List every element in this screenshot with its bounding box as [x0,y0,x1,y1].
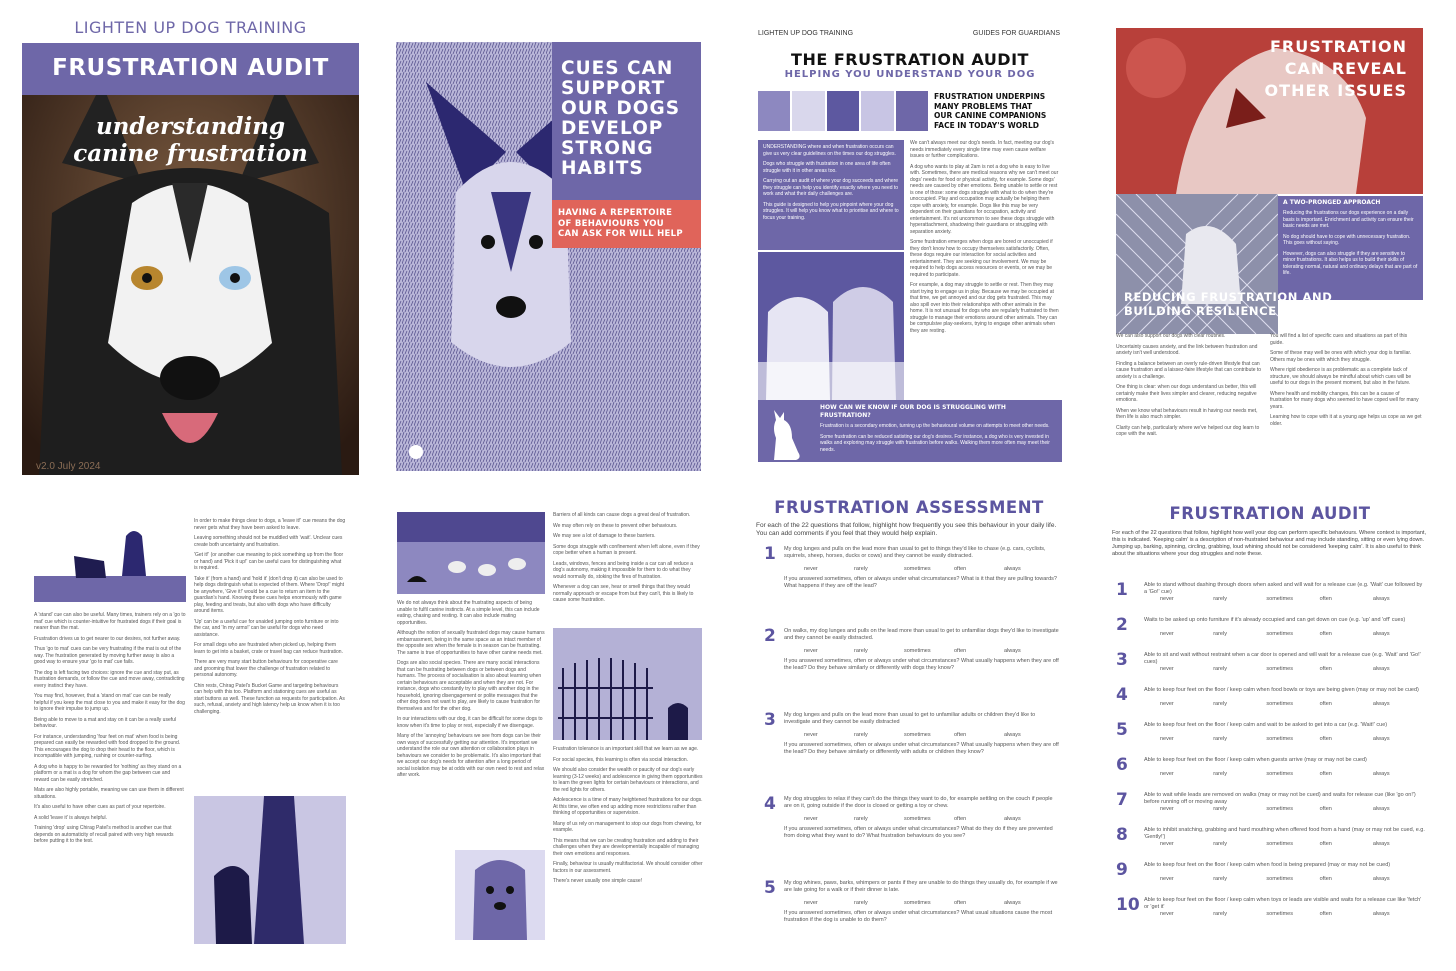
p3-dogs-photo [758,252,904,400]
scale-option[interactable]: always [1372,841,1390,847]
scale-option[interactable]: rarely [1213,841,1227,847]
scale-option[interactable]: rarely [1213,631,1227,637]
item-number: 6 [1116,755,1128,775]
cues-title-line: CUES CAN [561,58,674,79]
p3-bottom-para: Frustration is a secondary emotion, turning up the behavioural volume on attempts to meet other needs. [820,423,1050,429]
brand-header: LIGHTEN UP DOG TRAINING [74,18,307,37]
cues-title-line: DEVELOP [561,118,664,139]
p5-photo-walk [194,796,346,944]
thumb-photo [758,91,790,131]
page-other-issues [1116,28,1423,464]
p4-right-para: Where health and mobility changes, this can be a cause of frustration for many dogs who seemed to have coped well for many years. [1270,390,1419,410]
item-text: Able to keep four feet on the floor / keep calm when guests arrive (may or may not be cued) [1144,757,1367,763]
scale-option[interactable]: rarely [1213,596,1227,602]
follow-up-text: If you answered sometimes, often or always under what circumstances? What usually happens when they are off the lead? Do they behave similarly or differently with adults or children they know? [784,742,1059,755]
item-number: 5 [1116,720,1128,740]
frequency-scale[interactable] [1160,701,1426,707]
scale-option[interactable]: sometimes [1266,666,1293,672]
terrier-illustration [455,850,545,940]
item-text: Able to keep four feet on the floor / keep calm when toys or leads are visible and waits for a release cue like 'fetch' or 'get it' [1144,897,1422,910]
scale-option[interactable]: always [1372,736,1390,742]
scale-option[interactable]: never [1160,911,1174,917]
scale-option[interactable]: rarely [1213,876,1227,882]
p5-right-para: Chin rests, Chirag Patel's Bucket Game and targeting behaviours can help with this too. Platform and stationing cues are useful as start buttons as well. These function as requests for participation. As such, refusal, anxiety and high latency help us know when it is too challenging. [194,682,345,715]
p4-title-line: OTHER ISSUES [1264,81,1407,100]
scale-option[interactable]: never [1160,806,1174,812]
p4-right-para: You will find a list of specific cues and situations as part of this guide. [1270,333,1408,346]
page-cues-text [34,514,346,946]
scale-option[interactable]: never [1160,701,1174,707]
item-text: Able to keep four feet on the floor / keep calm when food bowls or toys are being given (may or may not be cued) [1144,687,1419,693]
scale-option[interactable]: always [1004,566,1021,572]
p3-right-text [910,140,1060,338]
scale-option[interactable]: always [1372,701,1390,707]
p7-title: FRUSTRATION ASSESSMENT [774,498,1044,517]
frequency-scale[interactable] [1160,666,1426,672]
dog-and-sheep-illustration [397,512,545,594]
scale-option[interactable]: often [954,900,967,906]
question-number: 1 [764,544,776,564]
frequency-scale[interactable] [1160,596,1426,602]
question-number: 2 [764,626,776,646]
p6-left-para: Many of the 'annoying' behaviours we see from dogs can be their own ways of successfully getting our attention. It's important we understand the role our own attention or collaboration plays in behaviours we consider to be problematic. It's also important that we accept our dog's needs for attention after a long period of social isolation may be at odds with our own need to rest and relax after work. [397,733,545,778]
p6-left-para: We do not always think about the frustrating aspects of being unable to fulfil canine instincts. At a simple level, this can include eating, chasing and resting. It can also include mating opportunities. [397,600,540,626]
thumb-photo [896,91,928,131]
scale-option[interactable]: often [1319,771,1332,777]
scale-option[interactable]: never [804,648,818,654]
p6-photo-gate [553,628,702,740]
scale-option[interactable]: sometimes [904,566,931,572]
p8-items [1112,496,1428,940]
p3-lead-line: FACE IN TODAY'S WORLD [934,120,1039,130]
husky-illustration [22,43,359,475]
dog-on-lead-illustration [194,796,346,944]
scale-option[interactable]: often [1319,631,1332,637]
item-text: Waits to be asked up onto furniture if it's already occupied and can get down on cue (e.g. 'up' and 'off' cues) [1144,617,1406,623]
p6-right-text [553,512,703,608]
follow-up-text: If you answered sometimes, often or always under what circumstances? What is it that they are pulling towards? What happens if they are off the lead? [784,576,1057,589]
p5-left-para: Thus 'go to mat' cues can be very frustrating if the mat is out of the way. The frustration generated by moving further away is also a good way to ensure your 'go to mat' cue fails. [34,646,182,665]
p4-box-para: Reducing the frustrations our dogs experience on a daily basis is important. Enrichment and activity can ensure their basic needs are met. [1283,210,1414,229]
page-cues [396,42,701,471]
scale-option[interactable]: sometimes [904,648,931,654]
p6-left-para: In our interactions with our dog, it can be difficult for some dogs to know when it's time to play or rest, especially if we disengage. [397,716,543,729]
p4-approach-box [1278,196,1423,300]
p3-lead-line: MANY PROBLEMS THAT [934,101,1033,111]
p4-left-para: When we know what behaviours result in having our needs met, then life is also much simpler. [1116,407,1258,420]
p3-bottom-para: Some frustration can be reduced satisting our dog's desires. For instance, a dog who is very invested in walks and exploring may struggle with frustration before walks. Walking them more often may meet their needs. [820,433,1050,453]
scale-option[interactable]: sometimes [1266,876,1293,882]
frequency-scale[interactable] [1160,736,1426,742]
scale-option[interactable]: always [1372,771,1390,777]
p3-header-right: GUIDES FOR GUARDIANS [972,30,1060,37]
scale-option[interactable]: sometimes [904,816,931,822]
scale-option[interactable]: often [1319,806,1332,812]
p4-title-line: CAN REVEAL [1284,59,1407,78]
p4-title-line: FRUSTRATION [1270,37,1407,56]
scale-option[interactable]: never [804,566,818,572]
dog-silhouette-icon [766,408,806,460]
p3-bottom-title: HOW CAN WE KNOW IF OUR DOG IS STRUGGLING WITH FRUSTRATION? [820,404,1006,419]
scale-option[interactable]: rarely [854,816,868,822]
frequency-scale[interactable] [804,816,1054,822]
frequency-scale[interactable] [1160,806,1426,812]
p6-left-para: Dogs are also social species. There are many social interactions that can be frustrating between dogs or between dogs and humans. The process of socialisation is also about learning when certain behaviours are acceptable and when they are not. For instance, dogs who constantly try to play with another dog in the household, ignoring disengagement or polite messages that the other dog does not want to play, are likely to cause frustration for themselves and for the other dog. [397,660,542,712]
p6-right-text-2 [553,746,703,889]
item-number: 2 [1116,615,1128,635]
p3-box-para: Dogs who struggle with frustration in one area of life often struggle with it in other areas too. [763,161,891,174]
item-number: 9 [1116,860,1128,880]
frequency-scale[interactable] [1160,911,1426,917]
frequency-scale[interactable] [804,648,1054,654]
item-number: 1 [1116,580,1128,600]
p4-title [1265,36,1407,102]
cues-title-line: HABITS [561,158,644,179]
p5-left-para: Training 'drop' using Chirag Patel's method is another cue that depends on automaticity of recall paired with very high rewards before putting it to the test. [34,825,174,844]
scale-option[interactable]: sometimes [1266,771,1293,777]
page-frustration-audit-intro [758,28,1062,464]
scale-option[interactable]: rarely [1213,736,1227,742]
frequency-scale[interactable] [1160,841,1426,847]
follow-up-text: If you answered sometimes, often or always under what circumstances? What do they do if they are prevented from doing what they want to do? What frustration behaviours do you see? [784,826,1053,839]
scale-option[interactable]: always [1372,666,1390,672]
scale-option[interactable]: often [1319,701,1332,707]
scale-option[interactable]: always [1004,900,1021,906]
p4-left-para: Uncertainty causes anxiety, and the link between frustration and anxiety isn't well understood. [1116,343,1258,356]
p5-left-para: Being able to move to a mat and stay on it can be a really useful behaviour. [34,716,177,729]
frequency-scale[interactable] [804,900,1054,906]
question-text: On walks, my dog lunges and pulls on the lead more than usual to get to unfamiliar dogs they'd like to investigate and they cannot be easily distracted. [784,628,1059,641]
scale-option[interactable]: rarely [1213,666,1227,672]
p4-left-para: We can also support our dogs with clear routines. [1116,333,1226,339]
p5-left-para: It's also useful to have other cues as part of your repertoire. [34,804,166,810]
p6-right-para: We may see a lot of damage to these barriers. [553,533,656,539]
p6-right-para: We should also consider the wealth or paucity of our dog's early learning (3-12 weeks) and adolescence in giving them opportunities to learn the green lights for certain behaviours or interactions, and the red lights for others. [553,767,703,793]
scale-option[interactable]: often [1319,911,1332,917]
question-number: 3 [764,710,776,730]
p3-right-para: For example, a dog may struggle to settle or rest. Then they may start trying to engage us in play. Because we may be occupied at that time, we get annoyed and our dog gets frustrated. This may also spill over into their relationships with other animals in the home. It is not unusual for dogs who are regularly frustrated to then struggle to manage their emotions around other animals. They can be compulsive play-seekers, trying to engage other animals when they are resting. [910,282,1059,334]
scale-option[interactable]: rarely [854,732,868,738]
scale-option[interactable]: always [1372,596,1390,602]
scale-option[interactable]: often [1319,876,1332,882]
item-text: Able to keep four feet on the floor / keep calm when food is being prepared (may or may not be cued) [1144,862,1391,868]
cues-banner-line: OF BEHAVIOURS YOU [558,218,664,229]
p5-right-para: Leaving something should not be muddled with 'wait'. Unclear cues create both uncertainty and frustration. [194,535,343,548]
p5-left-para: You may find, however, that a 'stand on mat' cue can be really helpful if you keep the mat close to you and make it easy for the dog to ignore their impulse to jump up. [34,693,185,712]
scale-option[interactable]: always [1372,911,1390,917]
page-instincts-text [397,510,704,942]
p3-box-para: UNDERSTANDING where and when frustration occurs can give us very clear guidelines on the times our dog struggles. [763,144,896,157]
gate-illustration [553,628,702,740]
p4-left-text [1116,333,1262,442]
p5-right-para: 'Up' can be a useful cue for unaided jumping onto furniture or into the car, and 'In my arms!' can be useful for dogs who need assistance. [194,618,339,638]
scale-option[interactable]: often [1319,841,1332,847]
scale-option[interactable]: often [954,566,967,572]
p6-right-para: There's never usually one simple cause! [553,878,643,884]
item-text: Able to stand without dashing through doors when asked and will wait for a release cue (e.g. 'Wait' cue followed by a 'Go!' cue) [1144,582,1423,595]
scale-option[interactable]: always [1004,732,1021,738]
p6-right-para: Leads, windows, fences and being inside a car can all reduce a dog's autonomy, making it impossible for them to do what they would normally do, stoking the fires of frustration. [553,560,694,580]
item-text: Able to sit and wait without restraint when a car door is opened and will wait for a release cue (e.g. 'Wait' and 'Go!' cues) [1144,652,1421,665]
p5-right-para: There are very many start button behaviours for cooperative care and grooming that lower the challenge of frustration related to personal autonomy. [194,659,338,678]
p3-box-para: This guide is designed to help you pinpoint where your dog struggles. It will help you know what to prioritise and where to focus your training. [763,201,899,221]
p3-subtitle: HELPING YOU UNDERSTAND YOUR DOG [784,69,1036,80]
cover-title: FRUSTRATION AUDIT [52,55,329,81]
cues-banner [552,200,701,248]
scale-option[interactable]: always [1372,806,1390,812]
p5-left-text [34,612,186,849]
p4-right-text [1270,333,1422,431]
scale-option[interactable]: never [1160,841,1174,847]
question-text: My dog whines, paws, barks, whimpers or pants if they are unable to do things they usually do, for example if we are late going for a walk or if their dinner is late. [784,880,1058,893]
p5-right-para: In order to make things clear to dogs, a 'leave it!' cue means the dog never gets what they have been asked to leave. [194,518,346,531]
item-number: 3 [1116,650,1128,670]
scale-option[interactable]: never [1160,596,1174,602]
scale-option[interactable]: never [1160,876,1174,882]
item-number: 4 [1116,685,1128,705]
p5-left-para: A 'stand' cue can also be useful. Many times, trainers rely on a 'go to mat' cue which is counter-intuitive for frustrated dogs if their goal is nearer than the mat. [34,612,186,631]
frequency-scale[interactable] [1160,771,1426,777]
scale-option[interactable]: often [1319,596,1332,602]
scale-option[interactable]: sometimes [904,900,931,906]
p6-photo-sheep [397,512,545,594]
item-number: 7 [1116,790,1128,810]
cover-subtitle-2: canine frustration [73,140,308,167]
question-number: 5 [764,878,776,898]
scale-option[interactable]: sometimes [1266,806,1293,812]
p6-photo-terrier [455,850,545,940]
p5-photo-trainer [34,516,186,602]
item-number: 8 [1116,825,1128,845]
scale-option[interactable]: never [804,732,818,738]
high-five-illustration [34,516,186,602]
p4-box-para: However, dogs can also struggle if they are sensitive to minor frustrations. It also helps us to build their skills of tolerating normal, natural and ordinary delays that are part of life. [1283,250,1418,276]
scale-option[interactable]: sometimes [1266,841,1293,847]
question-number: 4 [764,794,776,814]
p3-box-para: Carrying out an audit of where your dog succeeds and where they struggle can help you identify exactly where you need to work and what their daily challenges are. [763,178,899,197]
p3-lead [934,92,1062,130]
p4-banner-line: REDUCING FRUSTRATION AND [1124,290,1333,304]
p3-header-left: LIGHTEN UP DOG TRAINING [758,30,854,37]
p4-left-para: Clarity can help, particularly where we've helped our dog learn to cope with the wait. [1116,424,1260,437]
p6-right-para: We may often rely on these to prevent other behaviours. [553,522,678,529]
p8-intro: For each of the 22 questions that follow, highlight how well your dog can perform specific behaviours. Where context is important, this is indicated. 'Keeping calm' is a description of non-frustrated behaviour and may include standing, sitting or even lying down. Jumping up, barking, spinning, circling, grabbing, loud whining should not be considered 'keeping calm'. It is also useful to think about the situations where your dog struggles and note these. [1112,530,1426,557]
page-cover [22,14,359,475]
cover-photo [22,43,359,475]
p6-left-para: Although the notion of sexually frustrated dogs may cause humans embarrassment, being in the same space as an intact member of the opposite sex when the female is in season can be frustrating. The same is true of opportunities to have other canine needs met. [397,630,545,656]
cues-title-line: OUR DOGS [561,98,681,119]
follow-up-text: If you answered sometimes, often or always under what circumstances? What usual situations cause the most frustration if the dog is unable to do them? [784,910,1053,923]
thumb-photo [792,91,824,131]
question-text: My dog struggles to relax if they can't do the things they want to do, for example settling on the couch if people are on it, going outside if the door is closed or getting a toy or chew. [784,796,1053,809]
p6-left-text [397,600,545,783]
p4-right-para: Where rigid obedience is as problematic as a complete lack of structure, we should always be mindful about which cues will be useful to our dogs in the present moment, but also in the future. [1270,367,1412,386]
scale-option[interactable]: sometimes [1266,701,1293,707]
p6-right-para: Adolescence is a time of many heightened frustrations for our dogs. At this time, we often end up adding more restrictions rather than thinking of opportunities or supervision. [553,797,703,816]
p4-right-para: Some of these may well be ones with which your dog is familiar. Others may be ones with which they struggle. [1270,350,1412,363]
cues-banner-line: HAVING A REPERTOIRE [558,208,673,218]
scale-option[interactable]: never [804,900,818,906]
frequency-scale[interactable] [1160,631,1426,637]
p6-right-para: Many of us rely on management to stop our dogs from chewing, for example. [553,820,702,833]
cover-version: v2.0 July 2024 [36,461,101,472]
p3-right-para: A dog who wants to play at 2am is not a dog who is easy to live with. Sometimes, there are medical reasons why we can't meet our dogs' needs for food or physical activity, for example. Some dogs' needs are caused by other emotions. Being unable to settle or rest is one of those: some dogs struggle with what to do when they're unoccupied. Play and occupation may actually be helping them cope with anxiety, for example. Dogs like this may be very dependent on their guardians for occupation, activity and entertainment. It's not uncommon to see these dogs struggle with hyperattachment, shadowing their guardians or struggling with separation anxiety. [910,163,1059,235]
scale-option[interactable]: rarely [854,648,868,654]
p5-right-para: Take it' (from a hand) and 'hold it' (don't drop it) can also be used to help dogs distinguish what is expected of them. Where 'Drop!' might be anywhere, 'Give it!' would be a cue to return an item to the guardian's hand. Knowing these cues helps enormously with game play, feeding and treats, but also with dogs who have difficulty around items. [194,575,345,614]
p5-left-para: The dog is left facing two choices: ignore the cue and stay put, as frustration demands, or follow the cue and move away, contradicting every instinct they have. [34,669,185,689]
scale-option[interactable]: never [1160,771,1174,777]
scale-option[interactable]: sometimes [1266,911,1293,917]
p5-left-para: A solid 'leave it' is always helpful. [34,814,108,821]
p8-title: FRUSTRATION AUDIT [1169,504,1371,523]
question-text: My dog lunges and pulls on the lead more than usual to get to things they'd like to chase (e.g. cars, cyclists, squirrels, sheep, horses, ducks or cows) and they cannot be easily distracted. [784,546,1046,559]
scale-option[interactable]: sometimes [904,732,931,738]
scale-option[interactable]: sometimes [1266,596,1293,602]
p5-right-text [194,518,346,719]
p7-intro: For each of the 22 questions that follow, highlight how frequently you see this behaviour in your daily life. You can add comments if you feel that they would help explain. [756,522,1057,537]
scale-option[interactable]: sometimes [1266,736,1293,742]
p3-lead-line: OUR CANINE COMPANIONS [934,111,1047,120]
scale-option[interactable]: often [954,648,967,654]
scale-option[interactable]: never [1160,666,1174,672]
cues-title-line: SUPPORT [561,78,666,99]
p5-left-para: For instance, understanding 'four feet on mat' when food is being prepared can easily be rewarded with food dropped to the ground. This encourages the dog to drop their head to the floor, which is incompatible with jumping, rushing or counter-surfing. [34,733,181,759]
p4-banner [1116,290,1332,318]
scale-option[interactable]: always [1004,816,1021,822]
cues-banner-line: CAN ASK FOR WILL HELP [558,229,683,239]
scale-option[interactable]: rarely [854,900,868,906]
scale-option[interactable]: rarely [1213,806,1227,812]
scale-option[interactable]: rarely [1213,701,1227,707]
p7-questions [756,496,1062,940]
thumb-photo [861,91,893,131]
p4-box-para: No dog should have to cope with unnecessary frustration. This goes without saying. [1283,233,1411,246]
scale-option[interactable]: rarely [854,566,868,572]
scale-option[interactable]: rarely [1213,911,1227,917]
scale-option[interactable]: always [1004,648,1021,654]
p4-banner-line: BUILDING RESILIENCE [1124,304,1277,318]
p3-lead-line: FRUSTRATION UNDERPINS [934,92,1046,101]
p5-left-para: Frustration drives us to get nearer to our desires, not further away. [34,635,181,642]
follow-up-text: If you answered sometimes, often or always under what circumstances? What usually happens when they are off the lead? Do they behave similarly or differently with dogs they know? [784,658,1059,671]
p4-right-para: Learning how to cope with it at a young age helps us cope as we get older. [1270,414,1422,427]
p3-right-para: We can't always meet our dog's needs. In fact, meeting our dog's needs immediately every single time may even cause welfare issues or further complications. [910,140,1054,159]
p6-right-para: For social species, this learning is often via social interaction. [553,756,689,763]
scale-option[interactable]: never [1160,736,1174,742]
p3-photo-strip [758,91,928,131]
frequency-scale[interactable] [804,732,1054,738]
cover-subtitle-1: understanding [95,113,286,140]
cues-title-panel [552,42,701,200]
scale-option[interactable]: never [1160,631,1174,637]
p6-right-para: This means that we can be creating frustration and adding to their challenges when they are developmentally incapable of managing their own emotions and responses. [553,837,699,857]
scale-option[interactable]: always [1372,876,1390,882]
p4-left-para: Finding a balance between an overly rule-driven lifestyle that can cause frustration and a laissez-faire lifestyle that can contribute to anxiety is a challenge. [1116,360,1262,380]
item-text: Able to keep four feet on the floor / keep calm and wait to be asked to get into a car (e.g. 'Wait!' cue) [1144,722,1388,728]
frequency-scale[interactable] [804,566,1054,572]
p4-box-title: A TWO-PRONGED APPROACH [1283,199,1381,206]
question-text: My dog lunges and pulls on the lead more than usual to get to unfamiliar adults or children they'd like to investigate and they cannot be easily distracted [784,712,1036,725]
two-dogs-illustration [758,252,904,400]
scale-option[interactable]: sometimes [1266,631,1293,637]
p3-title: THE FRUSTRATION AUDIT [791,50,1029,69]
p6-right-para: Whenever a dog can see, hear or smell things that they would normally approach or escape from but they can't, this is likely to cause some frustration. [553,584,694,603]
p4-left-para: One thing is clear: when our dogs understand us better, this will certainly make their lives simpler and clearer, reducing negative emotions. [1116,384,1257,403]
scale-option[interactable]: often [954,816,967,822]
p5-right-para: For small dogs who are frustrated when picked up, helping them learn to get into a basket, crate or travel bag can reduce frustration. [194,642,343,655]
p6-right-para: Finally, behaviour is usually multifactorial. We should consider other factors in our assessment. [553,861,703,874]
p5-left-para: Mats are also highly portable, meaning we can use them in different situations. [34,787,184,800]
thumb-photo [827,91,859,131]
scale-option[interactable]: often [954,732,967,738]
cues-title-line: STRONG [561,138,654,159]
p5-right-para: 'Get it!' (or another cue meaning to pick something up from the floor or hand) and 'Pick it up!' can be useful cues for distinguishing what is required. [194,552,344,571]
scale-option[interactable]: rarely [1213,771,1227,777]
scale-option[interactable]: often [1319,666,1332,672]
scale-option[interactable]: often [1319,736,1332,742]
p6-right-para: Frustration tolerance is an important skill that we learn as we age. [553,746,699,752]
p6-right-para: Barriers of all kinds can cause dogs a great deal of frustration. [553,512,691,518]
p3-right-para: Some frustration emerges when dogs are bored or unoccupied if they don't know how to occupy themselves satisfactorily. Often, these dogs require our interaction for social activities and entertainment. They are seeking our involvement. We may be required to help dogs access resources or events, or we may be required to participate. [910,239,1053,278]
p6-right-para: Some dogs struggle with confinement when left alone, even if they cope better when a human is present. [553,543,700,556]
item-text: Able to wait while leads are removed on walks (may or may not be cued) and waits for release cue (like 'go on!') before running off or moving away [1144,792,1416,805]
p5-left-para: A dog who is happy to be rewarded for 'nothing' as they stand on a platform or a mat is a dog for whom the gap between cue and reward can be easily stretched. [34,763,182,783]
scale-option[interactable]: always [1372,631,1390,637]
scale-option[interactable]: never [804,816,818,822]
item-number: 10 [1116,895,1140,915]
frequency-scale[interactable] [1160,876,1426,882]
p3-intro-box [758,140,904,250]
item-text: Able to inhibit snatching, grabbing and hard mouthing when offered food from a hand (may or may not be cued, e.g. 'Gently!') [1144,827,1425,840]
